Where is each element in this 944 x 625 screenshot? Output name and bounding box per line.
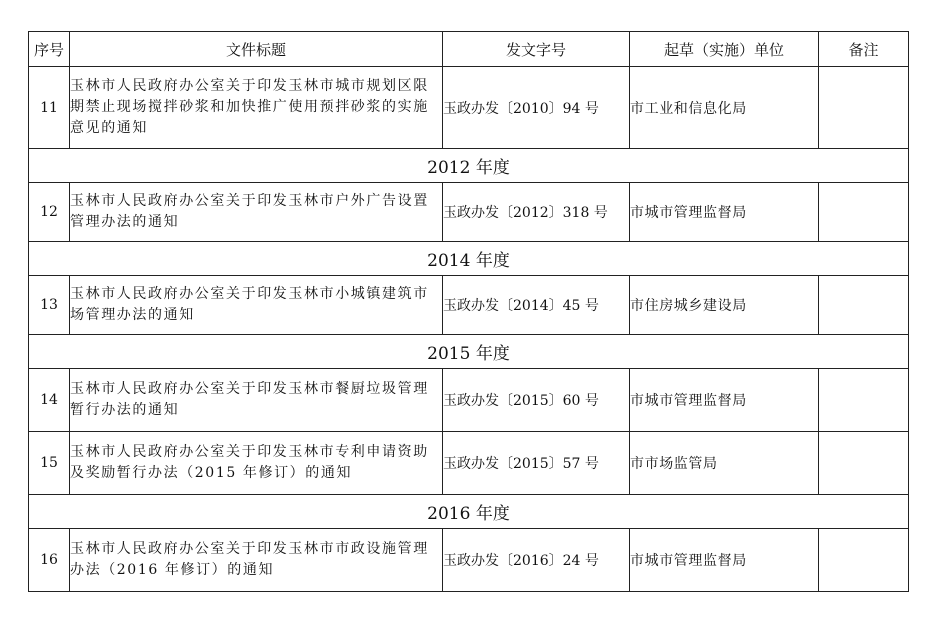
header-drafting-unit: 起草（实施）单位 [630,32,819,67]
row-note [819,432,909,495]
row-index: 15 [29,432,70,495]
year-row [29,242,909,276]
year-heading: 2016 年度 [29,495,909,529]
document-table [28,31,909,592]
row-index: 13 [29,276,70,335]
row-drafting-unit: 市住房城乡建设局 [630,276,819,335]
row-title: 玉林市人民政府办公室关于印发玉林市户外广告设置管理办法的通知 [70,183,443,242]
row-drafting-unit: 市市场监管局 [630,432,819,495]
year-heading: 2014 年度 [29,242,909,276]
row-index: 11 [29,67,70,149]
header-title: 文件标题 [70,32,443,67]
row-doc-number: 玉政办发〔2016〕24 号 [443,529,630,592]
header-doc-number: 发文字号 [443,32,630,67]
row-index: 12 [29,183,70,242]
header-note: 备注 [819,32,909,67]
row-doc-number: 玉政办发〔2015〕60 号 [443,369,630,432]
row-drafting-unit: 市城市管理监督局 [630,369,819,432]
row-title: 玉林市人民政府办公室关于印发玉林市专利申请资助及奖励暂行办法（2015 年修订）的通知 [70,432,443,495]
year-row [29,149,909,183]
table-row [29,276,909,335]
row-note [819,183,909,242]
row-drafting-unit: 市工业和信息化局 [630,67,819,149]
year-heading: 2015 年度 [29,335,909,369]
row-drafting-unit: 市城市管理监督局 [630,183,819,242]
header-index: 序号 [29,32,70,67]
row-title: 玉林市人民政府办公室关于印发玉林市餐厨垃圾管理暂行办法的通知 [70,369,443,432]
row-note [819,67,909,149]
table-row [29,529,909,592]
row-doc-number: 玉政办发〔2010〕94 号 [443,67,630,149]
row-note [819,529,909,592]
row-index: 16 [29,529,70,592]
year-row [29,495,909,529]
row-doc-number: 玉政办发〔2014〕45 号 [443,276,630,335]
row-index: 14 [29,369,70,432]
year-row [29,335,909,369]
row-drafting-unit: 市城市管理监督局 [630,529,819,592]
row-note [819,369,909,432]
row-title: 玉林市人民政府办公室关于印发玉林市城市规划区限期禁止现场搅拌砂浆和加快推广使用预拌砂浆的实施意见的通知 [70,67,443,149]
header-row [29,32,909,67]
table-row [29,369,909,432]
row-title: 玉林市人民政府办公室关于印发玉林市市政设施管理办法（2016 年修订）的通知 [70,529,443,592]
table-row [29,183,909,242]
table-row [29,432,909,495]
row-title: 玉林市人民政府办公室关于印发玉林市小城镇建筑市场管理办法的通知 [70,276,443,335]
year-heading: 2012 年度 [29,149,909,183]
row-doc-number: 玉政办发〔2012〕318 号 [443,183,630,242]
row-note [819,276,909,335]
row-doc-number: 玉政办发〔2015〕57 号 [443,432,630,495]
table-row [29,67,909,149]
